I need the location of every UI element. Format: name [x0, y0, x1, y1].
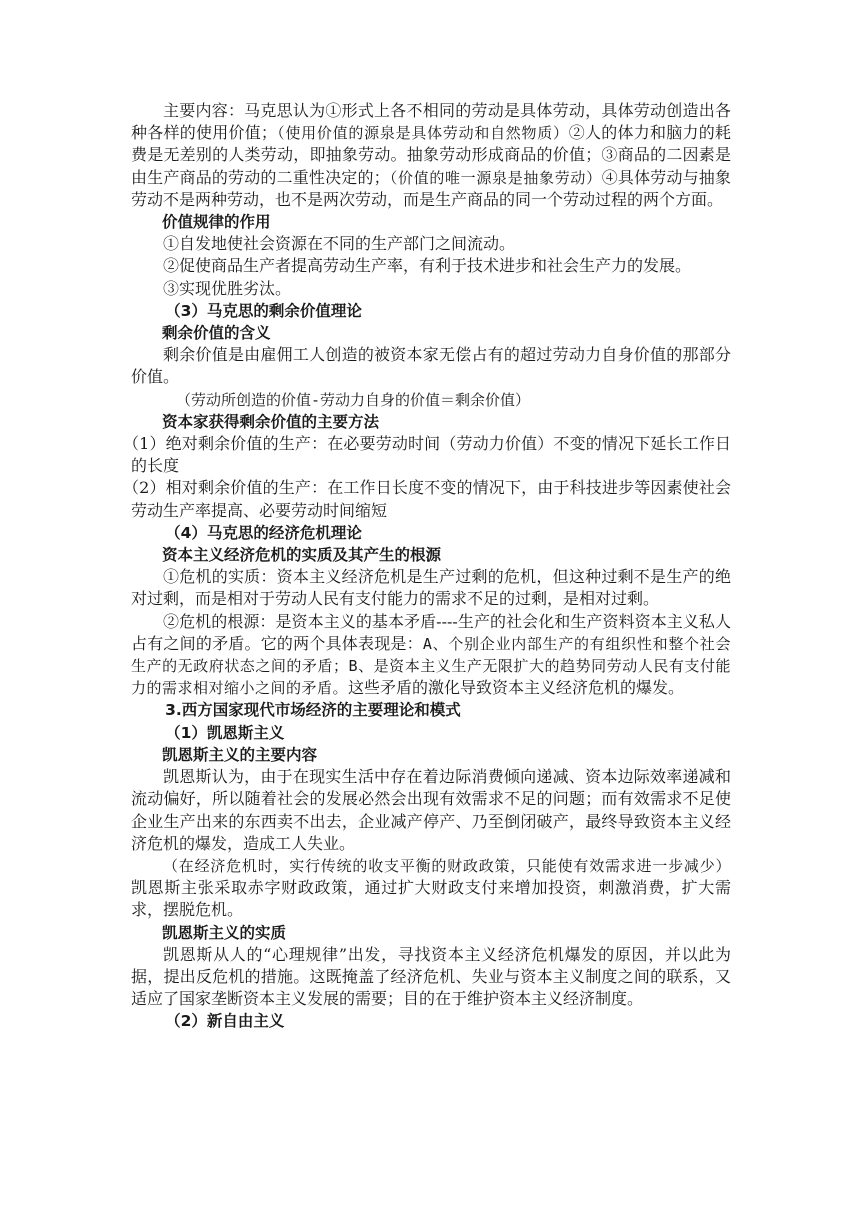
inline-note: （在经济危机时，实行传统的收支平衡的财政政策，只能使有效需求进一步减少） [163, 856, 731, 875]
list-item: ②促使商品生产者提高劳动生产率，有利于技术进步和社会生产力的发展。 [163, 256, 692, 276]
document-page [123, 100, 731, 1033]
inline-note: （价值的唯一源泉是抽象劳动） [389, 168, 602, 187]
heading-value-law: 价值规律的作用 [162, 213, 271, 232]
heading-western-theories: 3.西方国家现代市场经济的主要理论和模式 [165, 701, 461, 720]
inline-note: A、个别企业内部生产的有组织性和整个社会生产的无政府状态之间的矛盾；B、是资本主义生产无限扩大的趋势同劳动人民有支付能力的需求相对缩小之间的矛盾。 [131, 634, 731, 698]
paragraph-text: ②人的体力和脑力的耗费是无差别的人类劳动，即抽象劳动。抽象劳动形成商品的价值；③商品的二因素是由生产商品的劳动的二重性决定的； [131, 123, 731, 187]
list-item: （2）相对剩余价值的生产：在工作日长度不变的情况下，由于科技进步等因素使社会劳动生产率提高、必要劳动时间缩短 [123, 478, 731, 520]
heading-crisis-theory: （4）马克思的经济危机理论 [165, 523, 362, 542]
heading-surplus-methods: 资本家获得剩余价值的主要方法 [162, 412, 380, 431]
heading-crisis-essence: 资本主义经济危机的实质及其产生的根源 [162, 546, 442, 565]
paragraph-keynes-theory: 凯恩斯认为，由于在现实生活中存在着边际消费倾向递减、资本边际效率递减和流动偏好，所以随着社会的发展必然会出现有效需求不足的问题；而有效需求不足使企业生产出来的东西卖不出去，企业减产停产、乃至倒闭破产，最终导致资本主义经济危机的爆发，造成工人失业。 [131, 767, 731, 853]
paragraph-keynes-policy [131, 855, 731, 922]
heading-keynesianism: （1）凯恩斯主义 [165, 723, 285, 742]
paragraph-keynes-essence: 凯恩斯从人的“心理规律”出发，寻找资本主义经济危机爆发的原因，并以此为据，提出反危机的措施。这既掩盖了经济危机、失业与资本主义制度之间的联系，又适应了国家垄断资本主义发展的需要；目的在于维护资本主义经济制度。 [131, 944, 731, 1009]
heading-surplus-value-theory: （3）马克思的剩余价值理论 [165, 301, 362, 320]
paragraph-text: ④具体劳动与抽象劳动不是两种劳动，也不是两次劳动，而是生产商品的同一个劳动过程的两个方面。 [131, 167, 731, 209]
list-item: ①自发地使社会资源在不同的生产部门之间流动。 [163, 234, 516, 254]
heading-keynes-content: 凯恩斯主义的主要内容 [162, 745, 318, 764]
inline-note: （使用价值的源泉是具体劳动和自然物质） [276, 124, 569, 143]
paragraph-crisis-root [131, 611, 731, 700]
paragraph-text: 这些矛盾的激化导致资本主义经济危机的爆发。 [348, 678, 685, 698]
heading-surplus-value-meaning: 剩余价值的含义 [162, 324, 271, 343]
heading-keynes-essence: 凯恩斯主义的实质 [162, 923, 287, 942]
paragraph-surplus-value: 剩余价值是由雇佣工人创造的被资本家无偿占有的超过劳动力自身价值的那部分价值。 [131, 345, 731, 387]
paragraph-crisis-essence: ①危机的实质：资本主义经济危机是生产过剩的危机，但这种过剩不是生产的绝对过剩，而是相对于劳动人民有支付能力的需求不足的过剩，是相对过剩。 [131, 567, 731, 609]
paragraph-text: 凯恩斯主张采取赤字财政政策，通过扩大财政支付来增加投资，刺激消费，扩大需求，摆脱危机。 [131, 878, 731, 920]
paragraph-text: 主要内容：马克思认为①形式上各不相同的劳动是具体劳动，具体劳动创造出各种各样的使用价值； [131, 101, 731, 143]
paragraph-dual-labor [131, 100, 731, 211]
heading-neoliberalism: （2）新自由主义 [165, 1012, 285, 1031]
list-item: （1）绝对剩余价值的生产：在必要劳动时间（劳动力价值）不变的情况下延长工作日的长度 [123, 434, 731, 476]
formula-note: （劳动所创造的价值-劳动力自身的价值＝剩余价值） [176, 390, 531, 409]
paragraph-text: ②危机的根源：是资本主义的基本矛盾----生产的社会化和生产资料资本主义私人占有之间的矛盾。它的两个具体表现是： [131, 611, 731, 653]
list-item: ③实现优胜劣汰。 [163, 278, 292, 298]
